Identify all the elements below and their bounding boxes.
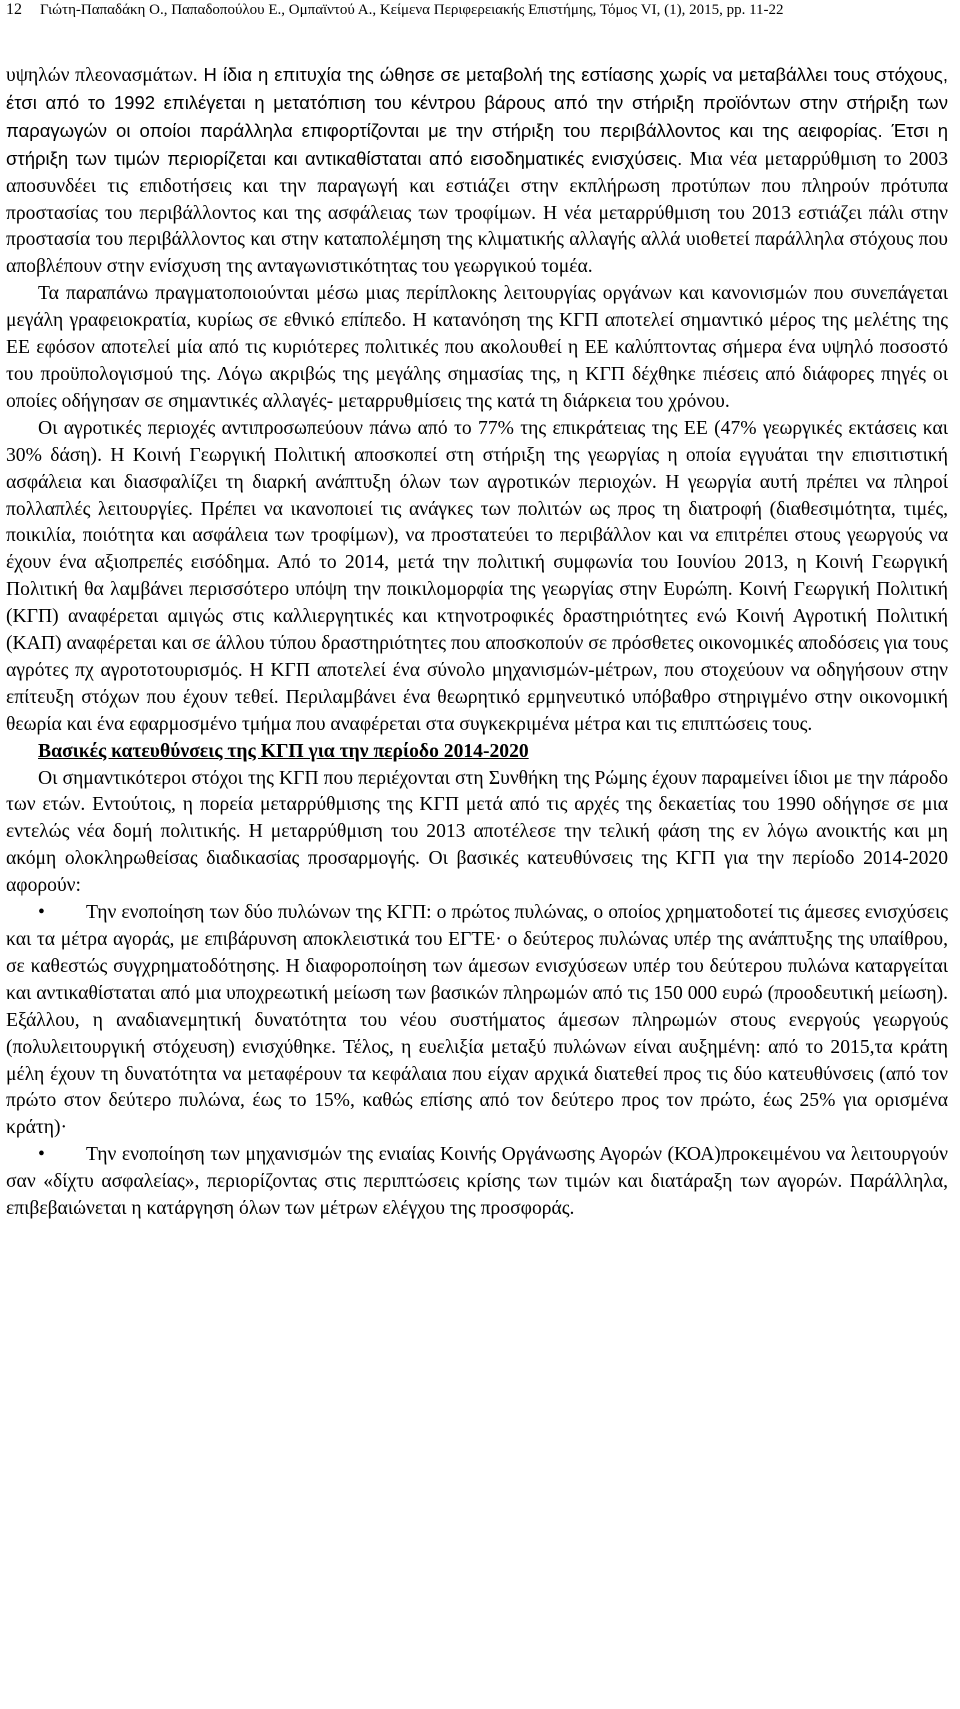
bullet-icon: • bbox=[38, 1144, 45, 1166]
page-number: 12 bbox=[6, 1, 22, 18]
paragraph-1 bbox=[6, 62, 948, 281]
running-header bbox=[6, 0, 946, 20]
bullet-1-text: Την ενοποίηση των δύο πυλώνων της ΚΓΠ: ο πρώτος πυλώνας, ο οποίος χρηματοδοτεί τις άμεσες ενισχύσεις και τα μέτρα αγοράς, με επιβάρυνση αποκλειστικά του ΕΓΤΕ· ο δεύτερος πυλώνας υπέρ της ανάπτυξης της υπαίθρου, σε καθεστώς συγχρηματοδότησης. Η διαφοροποίηση των άμεσων ενισχύσεων υπέρ του δεύτερου πυλώνα καταργείται και αντικαθίσταται από μια υποχρεωτική μείωση των βασικών πληρωμών από τις 150 000 ευρώ (προοδευτική μείωση). Εξάλλου, η αναδιανεμητική δυνατότητα του νέου συστήματος άμεσων πληρωμών στους ενεργούς γεωργούς (πολυλειτουργική στόχευση) ενισχύθηκε. Τέλος, η ευελιξία μεταξύ πυλώνων είναι αυξημένη: από το 2015,τα κράτη μέλη έχουν τη δυνατότητα να μεταφέρουν τα κεφάλαια που είχαν αρχικά διατεθεί προς τις δύο κατευθύνσεις (από τον πρώτο στον δεύτερο πυλώνα, έως το 15%, καθώς επίσης από τον δεύτερο προς τον πρώτο, έως 25% για ορισμένα κράτη)· bbox=[6, 902, 948, 1139]
paragraph-4: Οι σημαντικότεροι στόχοι της ΚΓΠ που περιέχονται στη Συνθήκη της Ρώμης έχουν παραμείνει ίδιοι με την πάροδο των ετών. Εντούτοις, η πορεία μεταρρύθμισης της ΚΓΠ μετά από τις αρχές της δεκαετίας του 1990 οδήγησε σε μια εντελώς νέα δομή πολιτικής. Η μεταρρύθμιση του 2013 αποτέλεσε την τελική φάση της εν λόγω ανοικτής και μη ακόμη ολοκληρωθείσας διαδικασίας προσαρμογής. Οι βασικές κατευθύνσεις της ΚΓΠ για την περίοδο 2014-2020 αφορούν: bbox=[6, 767, 948, 897]
paragraph-1-sans-section: Η ίδια η επιτυχία της ώθησε σε μεταβολή της εστίασης χωρίς να μεταβάλλει τους στόχους, έτσι από το 1992 επιλέγεται η μετατόπιση του κέντρου βάρους από την στήριξη προϊόντων στην στήριξη των παραγωγών οι οποίοι παράλληλα επιφορτίζονται με την στήριξη του περιβάλλοντος και της αειφορίας. Έτσι η στήριξη των τιμών περιορίζεται και αντικαθίσταται από εισοδηματικές ενισχύσεις. bbox=[6, 64, 948, 169]
bullet-item-1 bbox=[6, 900, 948, 1142]
paragraph-2: Τα παραπάνω πραγματοποιούνται μέσω μιας περίπλοκης λειτουργίας οργάνων και κανονισμών που συνεπάγεται μεγάλη γραφειοκρατία, κυρίως σε εθνικό επίπεδο. Η κατανόηση της ΚΓΠ αποτελεί σημαντικό μέρος της μελέτης της ΕΕ εφόσον αποτελεί μία από τις κυριότερες πολιτικές που ακολουθεί η ΕΕ καλύπτοντας σήμερα ένα υψηλό ποσοστό του προϋπολογισμού της. Λόγω ακριβώς της μεγάλης σημασίας της, η ΚΓΠ δέχθηκε πιέσεις από διάφορες πηγές οι οποίες οδήγησαν σε σημαντικές αλλαγές- μεταρρυθμίσεις της κατά τη διάρκεια του χρόνου. bbox=[6, 283, 948, 412]
paragraph-1-end: Μια νέα μεταρρύθμιση το 2003 αποσυνδέει τις επιδοτήσεις και την παραγωγή και εστιάζει στην εκπλήρωση προτύπων που πληρούν πρότυπα προστασίας του περιβάλλοντος και της ασφάλειας των τροφίμων. Η νέα μεταρρύθμιση του 2013 εστιάζει πάλι στην προστασία του περιβάλλοντος και στην καταπολέμηση της κλιματικής αλλαγής αλλά υιοθετεί παράλληλα στόχους που αποβλέπουν στην ενίσχυση της ανταγωνιστικότητας του γεωργικού τομέα. bbox=[6, 148, 949, 278]
bullet-2-text: Την ενοποίηση των μηχανισμών της ενιαίας Κοινής Οργάνωσης Αγορών (ΚΟΑ)προκειμένου να λειτουργούν σαν «δίχτυ ασφαλείας», περιορίζοντας στις περιπτώσεις κρίσης των τιμών και διατάραξη των αγορών. Παράλληλα, επιβεβαιώνεται η κατάργηση όλων των μέτρων ελέγχου της προσφοράς. bbox=[6, 1144, 948, 1220]
bullet-icon: • bbox=[38, 902, 45, 924]
citation: Γιώτη-Παπαδάκη Ο., Παπαδοπούλου Ε., Ομπαϊντού Α., Κείμενα Περιφερειακής Επιστήμης, Τόμος VI, (1), 2015, pp. 11-22 bbox=[40, 2, 784, 18]
paragraph-3: Οι αγροτικές περιοχές αντιπροσωπεύουν πάνω από το 77% της επικράτειας της ΕΕ (47% γεωργικές εκτάσεις και 30% δάση). Η Κοινή Γεωργική Πολιτική αποσκοπεί στη στήριξη της γεωργίας η οποία εγγυάται την επισιτιστική ασφάλεια και διασφαλίζει τη διαρκή ανάπτυξη όλων των αγροτικών περιοχών. Η γεωργία αυτή πρέπει να πληροί πολλαπλές λειτουργίες. Πρέπει να ικανοποιεί τις ανάγκες των πολιτών ως προς τη διατροφή (διαθεσιμότητα, τιμές, ποικιλία, ποιότητα και ασφάλεια των τροφίμων), να προστατεύει το περιβάλλον και να επιτρέπει στους γεωργούς να έχουν ένα αξιοπρεπές εισόδημα. Από το 2014, μετά την πολιτική συμφωνία του Ιουνίου 2013, η Κοινή Γεωργική Πολιτική θα λαμβάνει περισσότερο υπόψη την ποικιλομορφία της γεωργίας στην Ευρώπη. Κοινή Γεωργική Πολιτική (ΚΓΠ) αναφέρεται αμιγώς στις καλλιεργητικές και κτηνοτροφικές δραστηριότητες ενώ Κοινή Αγροτική Πολιτική (ΚΑΠ) αναφέρεται και σε άλλου τύπου δραστηριότητες που αποσκοπούν σε πρόσθετες οικονομικές αποδόσεις για τους αγρότες πχ αγροτοτουρισμός. Η ΚΓΠ αποτελεί ένα σύνολο μηχανισμών-μέτρων, που στοχεύουν να οδηγήσουν στην επίτευξη στόχων που έχουν τεθεί. Περιλαμβάνει ένα θεωρητικό ερμηνευτικό υπόβαθρο στηριγμένο στην οικονομική θεωρία και ένα εφαρμοσμένο τμήμα που αναφέρεται στα συγκεκριμένα μέτρα και τις επιπτώσεις τους. bbox=[6, 417, 948, 735]
paragraph-1-start: υψηλών πλεονασμάτων. bbox=[6, 65, 198, 86]
section-heading: Βασικές κατευθύνσεις της ΚΓΠ για την περίοδο 2014-2020 bbox=[38, 740, 529, 762]
article-body bbox=[6, 62, 948, 1223]
bullet-item-2 bbox=[6, 1142, 948, 1223]
